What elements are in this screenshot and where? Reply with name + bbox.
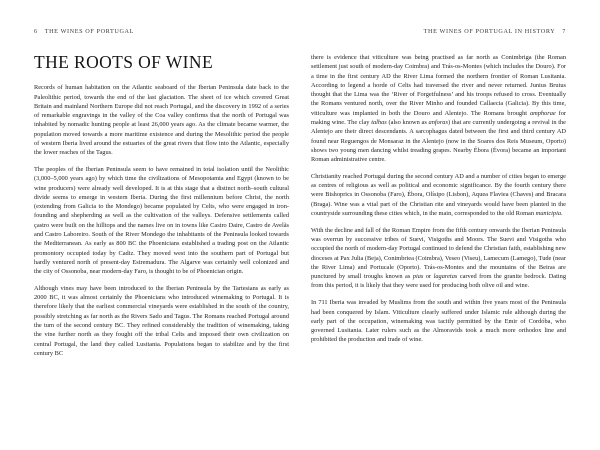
running-head-left-text: THE WINES OF PORTUGAL xyxy=(44,28,134,35)
page-title: THE ROOTS OF WINE xyxy=(34,52,214,72)
paragraph: In 711 Iberia was invaded by Muslims from the south and within five years most of the Peninsula had been conquered by Islam. Viticulture clearly suffered under Islamic rule although during the early part of the occupation, winemaking was tacitly permitted by the Emir of Cordóba, who governed Lusitania. Later rulers such as the Almoravids took a much more orthodox line and prohibited the production and trade of wine. xyxy=(311,299,566,344)
folio-left: 6 xyxy=(34,28,38,35)
folio-right: 7 xyxy=(562,28,566,35)
running-head-right-text: THE WINES OF PORTUGAL IN HISTORY xyxy=(423,28,556,35)
paragraph: Although vines may have been introduced to the Iberian Peninsula by the Tartesians as early as 2000 BC, it was almost certainly the Phoenicians who introduced winemaking to Portugal. It is therefore likely that the earliest commercial vineyards were established in the south of the country, possibly stretching as far north as the Rivers Sado and Tagus. The Romans reached Portugal around the turn of the second century BC. They refined considerably the tradition of winemaking, taking the vine further north as they fought off the tribal Celts and imposed their own civilization on central Portugal, the land they called Lusitania. Populations began to stabilize and by the first century BC xyxy=(34,284,289,357)
paragraph: The peoples of the Iberian Peninsula seem to have remained in total isolation until the Neolithic (3,000–5,000 years ago) by which time the civilizations of Mesopotamia and Egypt (known to be wine producers) were already well developed. It is at this stage that a distinct north–south cultural divide seems to emerge in western Iberia. During the first millennium before Christ, the north (extending from Galicia to the Mondego) became populated by Celts, who were engaged in iron-founding and shepherding as well as the cultivation of the valleys. Defensive settlements called çastro were built on the hilltops and the names live on in towns like Castro Daire, Castro de Avelãs and Castro Laboreiro. South of the River Mondego the inhabitants of the Peninsula looked towards the Mediterranean. As early as 800 BC the Phoenicians established a trading post on the Atlantic promontory occupied today by Cadiz. They moved west into the southern part of Portugal but hardly ventured north of present-day Estremadura. The Algarve was certainly well colonized and the city of Ossonoba, near modern-day Faro, is thought to be of Phoenician origin. xyxy=(34,166,289,276)
running-head-left xyxy=(34,28,134,35)
column-left xyxy=(34,53,289,358)
text-columns xyxy=(34,53,566,358)
running-head-right xyxy=(424,28,566,35)
paragraph: Christianity reached Portugal during the second century AD and a number of cities began to emerge as centres of religious as well as political and economic significance. By the fourth century there were Bishoprics in Ossonoba (Faro), Ébora, Olísipo (Lisbon), Aquea Flaviea (Chaves) and Bracara (Braga). Wine was a vital part of the Christian rite and vineyards would have been planted in the countryside surrounding these cities which, in the main, corresponded to the old Roman municipia. xyxy=(311,172,566,217)
paragraph: With the decline and fall of the Roman Empire from the fifth century onwards the Iberian Peninsula was overrun by successive tribes of Suevi, Visigoths and Moors. The Suevi and Visigoths who occupied the north of modern-day Portugal continued to defend the Christian faith, establishing new dioceses at Pax Julia (Beja), Conimbriea (Coimbra), Veseo (Viseu), Lamecum (Lamego), Tude (near the River Lima) and Portucale (Oporto). Trás-os-Montes and the mountains of the Beiras are punctured by small troughs known as pias or lagaretas carved from the granite bedrock. Dating from this period, it is likely that they were used for producing both olive oil and wine. xyxy=(311,226,566,290)
column-right xyxy=(311,53,566,352)
paragraph: there is evidence that viticulture was being practised as far north as Conimbriga (the Roman settlement just south of modern-day Coimbra) and Trás-os-Montes (which includes the Douro). For a time in the first century AD the River Lima formed the northern frontier of Roman Lusitania. According to legend a horde of Celts had traversed the river and never returned. Junius Brutus thought that the Lima was the ‘River of Forgetfulness’ and his troops refused to cross. Eventually the Romans ventured north, over the River Minho and founded Callaecia (Galicia). By this time, viticulture was implanted in both the Douro and Alentejo. The Romans brought amphorae for making wine. The clay talhas (also known as anforas) that are currently undergoing a revival in the Alentejo are their direct descendants. A sarcophagus dated between the first and third century AD found near Reguengos de Monsaraz in the Alentejo (now in the Soares dos Reis Museum, Oporto) shows two young men dancing whilst treading grapes. Nearby Ébora (Évora) became an important Roman administrative centre. xyxy=(311,54,566,164)
running-head xyxy=(34,28,566,35)
paragraph: Records of human habitation on the Atlantic seaboard of the Iberian Peninsula date back to the Paleolithic period, towards the end of the last glaciation. The sheet of ice which covered Great Britain and mainland Northern Europe did not reach Portugal, and the discovery in 1992 of a series of remarkable engravings in the valley of the Coa valley confirms that the north of Portugal was inhabited by nomadic hunting people at least 26,000 years ago. As the climate became warmer, the population moved towards a more maritime existence and during the Mesolithic period the people of western Iberia lived around the estuaries of the great rivers that flow into the Atlantic, especially the lower reaches of the Tagus. xyxy=(34,84,289,157)
